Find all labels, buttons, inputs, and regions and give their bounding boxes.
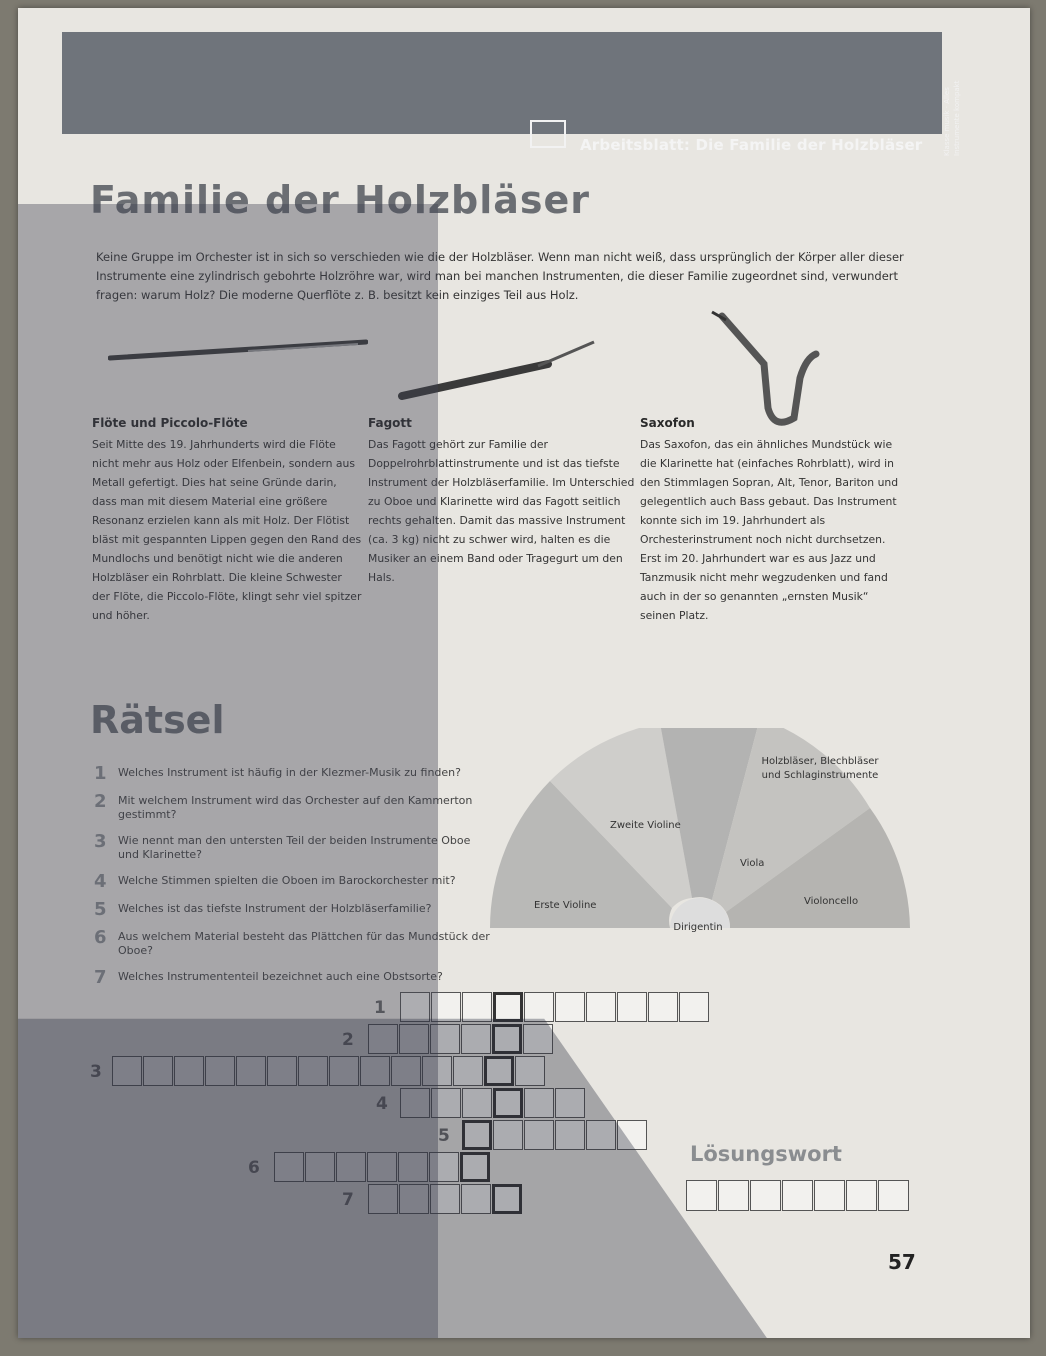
- loesungswort-boxes[interactable]: [686, 1180, 910, 1211]
- question-number: 1: [94, 763, 107, 784]
- section-fagott-text: Das Fagott gehört zur Familie der Doppelrohrblattinstrumente und ist das tiefste Instrument der Holzbläserfamilie. Im Unterschied zu Oboe und Klarinette wird das Fagott seitlich rechts gehalten. Damit das massive Instrument (ca. 3 kg) nicht zu schwer wird, halten es die Musiker an einem Band oder Tragegurt um den Hals.: [368, 438, 635, 584]
- crossword-number: 7: [342, 1190, 354, 1210]
- question-text: Aus welchem Material besteht das Plättchen für das Mundstück der Oboe?: [118, 930, 490, 957]
- section-floete: [92, 414, 362, 625]
- crossword-number: 2: [342, 1030, 354, 1050]
- section-saxofon-text: Das Saxofon, das ein ähnliches Mundstück wie die Klarinette hat (einfaches Rohrblatt), wird in den Stimmlagen Sopran, Alt, Tenor, Bariton und gelegentlich auch Bass gebaut. Das Instrument konnte sich im 19. Jahrhundert als Orchesterinstrument noch nicht durchsetzen. Erst im 20. Jahrhundert war es aus Jazz und Tanzmusik nicht mehr wegzudenken und fand auch in der so genannten „ernsten Musik“ seinen Platz.: [640, 438, 899, 622]
- section-saxofon: [640, 414, 902, 625]
- crossword-row-3[interactable]: [112, 1056, 546, 1086]
- section-saxofon-title: Saxofon: [640, 416, 695, 430]
- flute-illustration: [108, 334, 368, 364]
- crossword-row-1[interactable]: [400, 992, 710, 1022]
- question-item: [94, 899, 494, 920]
- crossword-row-5[interactable]: [462, 1120, 648, 1150]
- label-schlag: und Schlaginstrumente: [761, 770, 879, 781]
- crossword-number: 4: [376, 1094, 388, 1114]
- label-blaeser: Holzbläser, Blechbläser: [761, 756, 879, 767]
- question-item: [94, 763, 494, 784]
- dice-icon: [530, 120, 566, 148]
- page-title: Familie der Holzbläser: [90, 178, 591, 222]
- question-number: 7: [94, 967, 107, 988]
- loesungswort-title: Lösungswort: [690, 1142, 842, 1166]
- bassoon-illustration: [398, 334, 598, 404]
- question-number: 2: [94, 791, 107, 812]
- crossword-number: 1: [374, 998, 386, 1018]
- question-item: [94, 927, 494, 958]
- question-item: [94, 967, 494, 988]
- section-fagott: [368, 414, 640, 587]
- section-fagott-title: Fagott: [368, 416, 412, 430]
- side-tab: Klasse musik · Alles Instrumente kompakt: [943, 80, 961, 156]
- label-zweite-violine: Zweite Violine: [610, 820, 681, 831]
- crossword-row-6[interactable]: [274, 1152, 491, 1182]
- question-text: Welches ist das tiefste Instrument der Holzbläserfamilie?: [118, 902, 432, 915]
- question-list: [94, 763, 494, 998]
- section-floete-text: Seit Mitte des 19. Jahrhunderts wird die Flöte nicht mehr aus Holz oder Elfenbein, sondern aus Metall gefertigt. Dies hat seine Gründe darin, dass man mit diesem Material eine größere Resonanz erzielen kann als mit Holz. Der Flötist bläst mit gespannten Lippen gegen den Rand des Mundlochs und benötigt nicht wie die anderen Holzbläser ein Rohrblatt. Die kleine Schwester der Flöte, die Piccolo-Flöte, klingt sehr viel spitzer und höher.: [92, 438, 362, 622]
- question-item: [94, 831, 494, 862]
- crossword-number: 3: [90, 1062, 102, 1082]
- crossword-row-7[interactable]: [368, 1184, 523, 1214]
- question-text: Welches Instrumententeil bezeichnet auch eine Obstsorte?: [118, 970, 443, 983]
- question-number: 6: [94, 927, 107, 948]
- question-text: Wie nennt man den untersten Teil der beiden Instrumente Oboe und Klarinette?: [118, 834, 471, 861]
- crossword-number: 6: [248, 1158, 260, 1178]
- crossword-row-2[interactable]: [368, 1024, 554, 1054]
- orchestra-seating-diagram: [478, 728, 918, 938]
- raetsel-title: Rätsel: [90, 698, 225, 742]
- question-text: Mit welchem Instrument wird das Orchester auf den Kammerton gestimmt?: [118, 794, 473, 821]
- label-erste-violine: Erste Violine: [534, 900, 597, 911]
- header-title: Arbeitsblatt: Die Familie der Holzbläser: [580, 136, 923, 154]
- question-item: [94, 791, 494, 822]
- section-floete-title: Flöte und Piccolo-Flöte: [92, 416, 248, 430]
- worksheet-page: [18, 8, 1030, 1338]
- question-number: 4: [94, 871, 107, 892]
- header-bar: [62, 32, 961, 156]
- question-text: Welche Stimmen spielten die Oboen im Barockorchester mit?: [118, 874, 456, 887]
- label-dirigentin: Dirigentin: [673, 922, 723, 933]
- question-item: [94, 871, 494, 892]
- question-number: 3: [94, 831, 107, 852]
- crossword-number: 5: [438, 1126, 450, 1146]
- question-number: 5: [94, 899, 107, 920]
- crossword-row-4[interactable]: [400, 1088, 586, 1118]
- label-viola: Viola: [740, 858, 765, 869]
- intro-text: Keine Gruppe im Orchester ist in sich so verschieden wie die der Holzbläser. Wenn man nicht weiß, dass ursprünglich der Körper aller dieser Instrumente eine zylindrisch gebohrte Holzröhre war, wird man bei manchen Instrumenten, die dieser Familie zugeordnet sind, verwundert fragen: warum Holz? Die moderne Querflöte z. B. besitzt kein einziges Teil aus Holz.: [96, 250, 904, 302]
- label-violoncello: Violoncello: [804, 896, 859, 907]
- question-text: Welches Instrument ist häufig in der Klezmer-Musik zu finden?: [118, 766, 461, 779]
- page-number: 57: [888, 1250, 916, 1274]
